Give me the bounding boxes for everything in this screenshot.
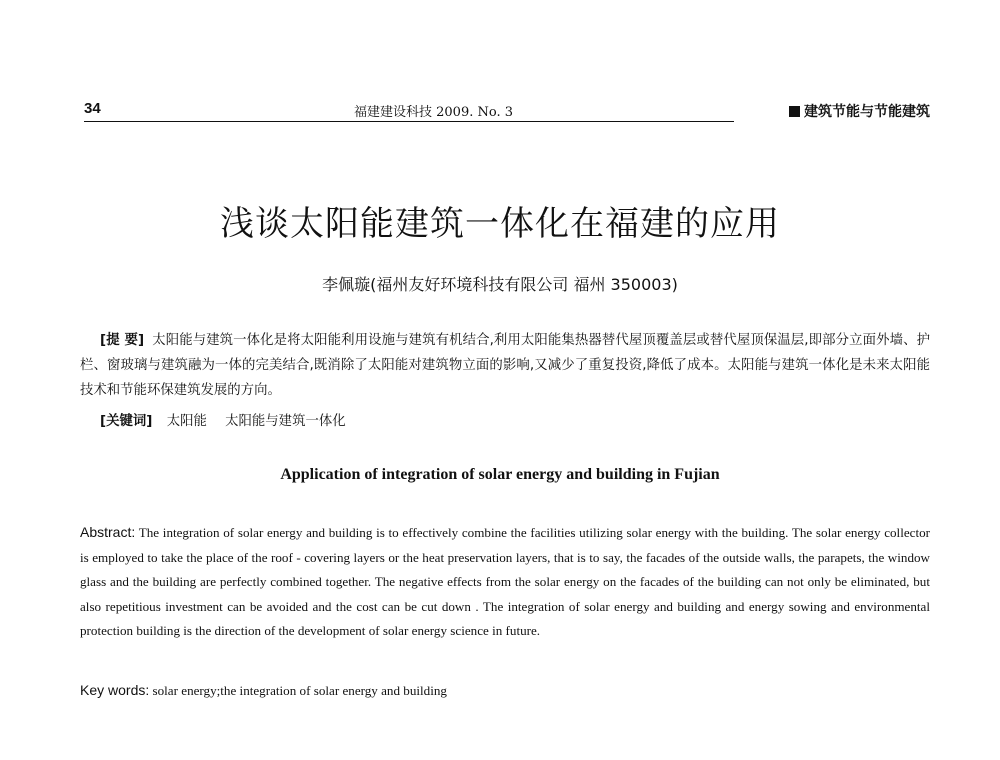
header-rule <box>84 121 734 122</box>
keywords-en-text: solar energy;the integration of solar energy and building <box>152 683 447 698</box>
section-label <box>789 101 930 121</box>
abstract-cn-text: 太阳能与建筑一体化是将太阳能利用设施与建筑有机结合,利用太阳能集热器替代屋顶覆盖层或替代屋顶保温层,即部分立面外墙、护栏、窗玻璃与建筑融为一体的完美结合,既消除了太阳能对建筑物立面的影响,又减少了重复投资,降低了成本。太阳能与建筑一体化是未来太阳能技术和节能环保建筑发展的方向。 <box>80 333 931 398</box>
abstract-en <box>80 520 930 644</box>
journal-issue: 福建建设科技 2009. No. 3 <box>354 105 513 120</box>
keywords-cn-label: [关键词] <box>100 414 153 429</box>
keyword-cn-term: 太阳能与建筑一体化 <box>225 414 346 429</box>
square-bullet-icon <box>789 106 800 117</box>
keywords-cn <box>100 410 360 429</box>
abstract-cn-label: [提 要] <box>100 333 145 348</box>
section-label-text: 建筑节能与节能建筑 <box>804 104 930 120</box>
abstract-en-label: Abstract: <box>80 524 136 540</box>
article-title: 浅谈太阳能建筑一体化在福建的应用 <box>220 204 780 244</box>
keywords-en-label: Key words: <box>80 682 150 698</box>
abstract-cn <box>80 328 930 403</box>
running-header <box>84 98 930 122</box>
keyword-cn-term: 太阳能 <box>166 414 207 429</box>
abstract-en-text: The integration of solar energy and building is to effectively combine the facilities utilizing solar energy with the building. The solar energy collector is employed to take the place of the roof - covering layers or the heat preservation layers, that is to say, the facades of the outside walls, the parapets, the window glass and the building are perfectly combined together. The negative effects from the solar energy on the facades of the building can not only be eliminated, but also repetitious investment can be avoided and the cost can be cut down . The integration of solar energy and building and energy sowing and environmental protection building is the direction of the development of solar energy science in future. <box>80 525 930 638</box>
english-title: Application of integration of solar energy and building in Fujian <box>280 466 720 483</box>
author-affiliation: 李佩璇(福州友好环境科技有限公司 福州 350003) <box>322 275 678 294</box>
keywords-en <box>80 682 447 699</box>
page-number: 34 <box>84 100 101 117</box>
